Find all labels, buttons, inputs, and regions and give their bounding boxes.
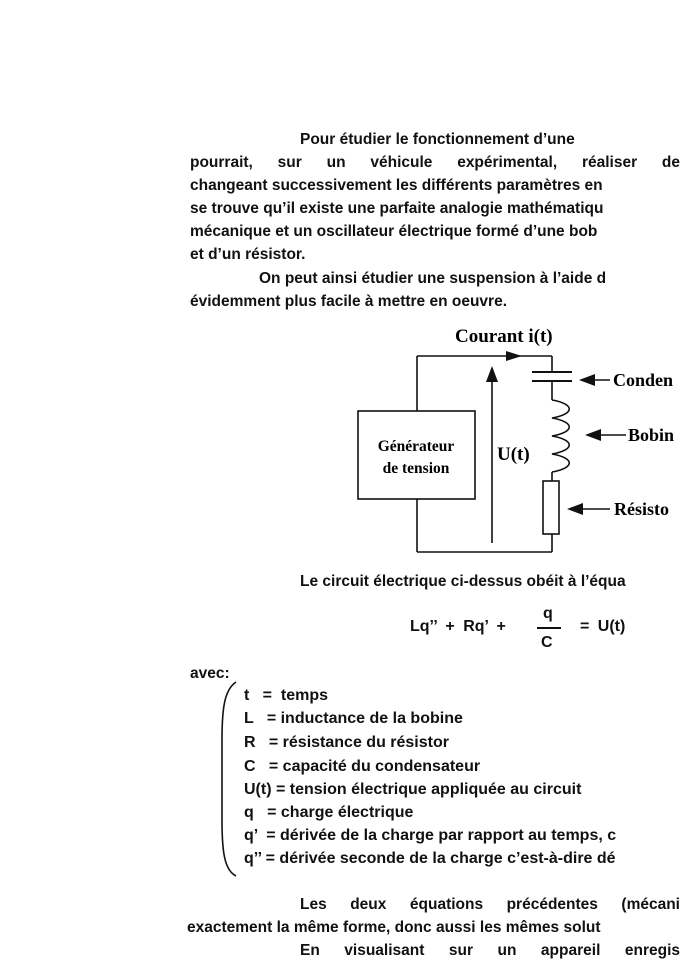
intro-line-8: évidemment plus facile à mettre en oeuvre. <box>190 293 508 310</box>
voltage-arrowhead <box>486 366 498 382</box>
intro-line-1: Pour étudier le fonctionnement d’une <box>300 131 575 148</box>
inductor-coil <box>552 400 569 472</box>
current-label: Courant i(t) <box>455 326 553 347</box>
equation-fraction-bar <box>537 627 561 629</box>
outro-line-1: Les deux équations précédentes (mécani <box>300 896 680 913</box>
voltage-label: U(t) <box>497 444 530 465</box>
current-arrow <box>506 351 522 361</box>
definition-item: C = capacité du condensateur <box>244 758 481 775</box>
equation-right: = U(t) <box>580 618 626 635</box>
definition-item: U(t) = tension électrique appliquée au circuit <box>244 781 582 798</box>
resistor-label: Résisto <box>614 499 669 519</box>
generator-label-2: de tension <box>382 460 450 477</box>
definition-item: q’’ = dérivée seconde de la charge c’est-à-dire dé <box>244 850 616 867</box>
definition-item: L = inductance de la bobine <box>244 710 463 727</box>
definition-item: q’ = dérivée de la charge par rapport au temps, c <box>244 827 617 844</box>
definition-item: R = résistance du résistor <box>244 734 449 751</box>
equation-intro: Le circuit électrique ci-dessus obéit à l’équa <box>300 573 626 590</box>
inductor-label: Bobin <box>628 425 675 445</box>
equation-fraction-numerator: q <box>543 605 553 622</box>
outro-line-3: En visualisant sur un appareil enregis <box>300 942 680 959</box>
capacitor-label: Conden <box>613 370 674 390</box>
definition-item: q = charge électrique <box>244 804 414 821</box>
outro-line-2: exactement la même forme, donc aussi les mêmes solut <box>187 919 601 936</box>
intro-line-6: et d’un résistor. <box>190 246 306 263</box>
intro-line-2: pourrait, sur un véhicule expérimental, réaliser de <box>190 154 680 171</box>
intro-line-4: se trouve qu’il existe une parfaite analogie mathématiqu <box>190 200 604 217</box>
definition-item: t = temps <box>244 687 329 704</box>
equation-left: Lq’’ + Rq’ + <box>410 618 506 635</box>
intro-line-3: changeant successivement les différents paramètres en <box>190 177 603 194</box>
intro-line-7: On peut ainsi étudier une suspension à l’aide d <box>259 270 607 287</box>
intro-line-5: mécanique et un oscillateur électrique formé d’une bob <box>190 223 598 240</box>
resistor-body <box>543 481 559 534</box>
avec-label: avec: <box>190 665 230 682</box>
generator-box <box>358 411 475 499</box>
equation-fraction-denominator: C <box>541 634 553 651</box>
generator-label-1: Générateur <box>377 438 455 455</box>
